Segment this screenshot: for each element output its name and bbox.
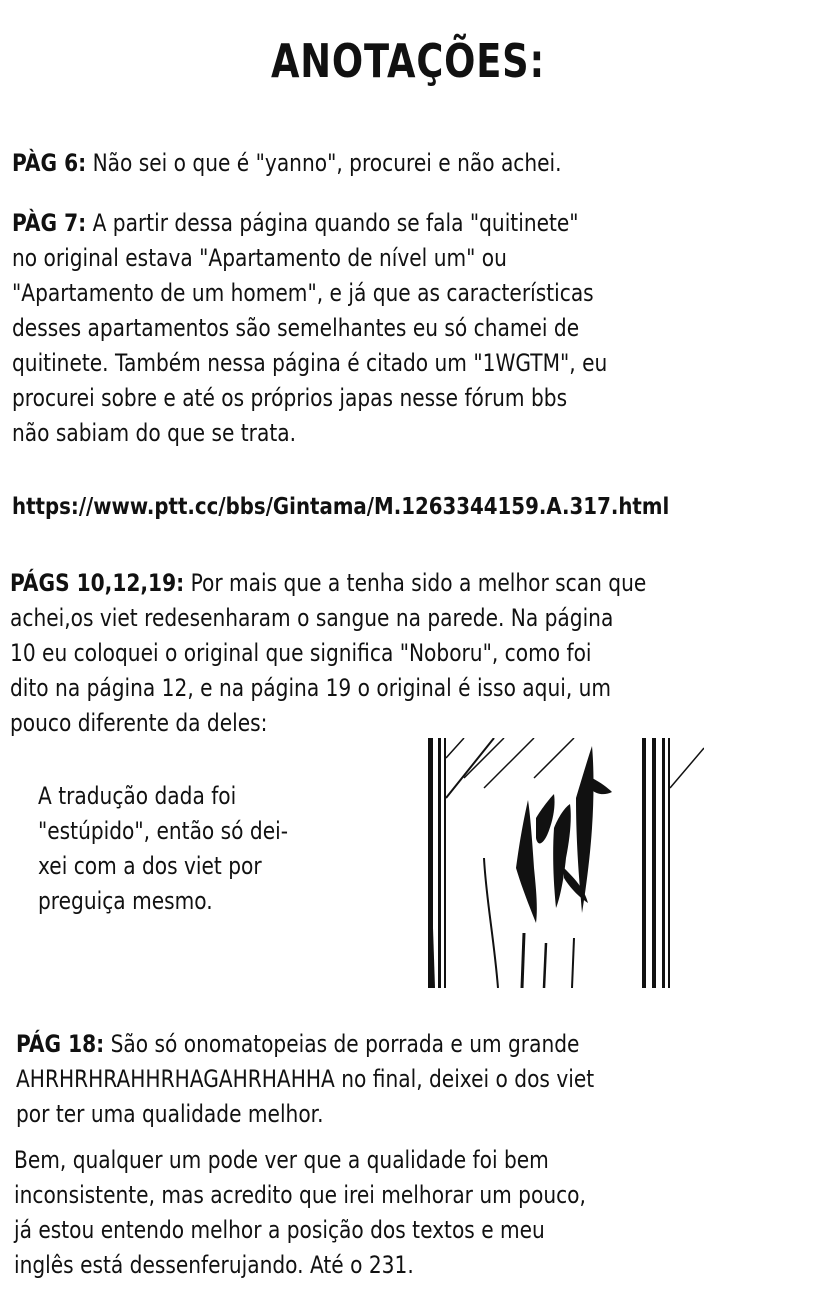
- note-text: AHRHRHRAHHRHAGAHRHAHHA no final, deixei o dos viet: [16, 1065, 595, 1093]
- note-text: por ter uma qualidade melhor.: [16, 1100, 324, 1128]
- note-text: já estou entendo melhor a posição dos textos e meu: [14, 1216, 545, 1244]
- note-text: achei,os viet redesenharam o sangue na parede. Na página: [10, 604, 614, 632]
- note-text: São só onomatopeias de porrada e um grande: [104, 1030, 580, 1058]
- note-text: no original estava "Apartamento de nível um" ou: [12, 244, 507, 272]
- note-text: procurei sobre e até os próprios japas nesse fórum bbs: [12, 384, 568, 412]
- aside-note: [38, 779, 288, 919]
- note-page-18: [16, 1027, 594, 1132]
- note-text: "Apartamento de um homem", e já que as características: [12, 279, 594, 307]
- aside-text: preguiça mesmo.: [38, 887, 213, 915]
- note-text: inconsistente, mas acredito que irei melhorar um pouco,: [14, 1181, 586, 1209]
- note-label: PÁGS 10,12,19:: [10, 569, 185, 597]
- manga-panel-image: [424, 738, 704, 988]
- note-text: inglês está dessenferujando. Até o 231.: [14, 1251, 414, 1279]
- note-text: quitinete. Também nessa página é citado um "1WGTM", eu: [12, 349, 608, 377]
- note-text: Bem, qualquer um pode ver que a qualidade foi bem: [14, 1146, 549, 1174]
- note-text: 10 eu coloquei o original que significa "Noboru", como foi: [10, 639, 592, 667]
- aside-text: xei com a dos viet por: [38, 852, 262, 880]
- closing-note: [14, 1143, 586, 1283]
- page-title: ANOTAÇÕES:: [271, 34, 545, 88]
- note-text: A partir dessa página quando se fala "quitinete": [86, 209, 579, 237]
- note-text: Não sei o que é "yanno", procurei e não achei.: [86, 149, 562, 177]
- note-page-6: [12, 146, 562, 181]
- note-text: não sabiam do que se trata.: [12, 419, 296, 447]
- note-text: Por mais que a tenha sido a melhor scan que: [184, 569, 647, 597]
- note-text: desses apartamentos são semelhantes eu só chamei de: [12, 314, 580, 342]
- aside-text: A tradução dada foi: [38, 782, 237, 810]
- note-text: pouco diferente da deles:: [10, 709, 268, 737]
- aside-text: "estúpido", então só dei-: [38, 817, 288, 845]
- note-page-7: [12, 206, 607, 451]
- note-label: PÀG 7:: [12, 209, 87, 237]
- reference-link[interactable]: https://www.ptt.cc/bbs/Gintama/M.1263344159.A.317.html: [12, 494, 670, 520]
- note-pages-10-12-19: [10, 566, 646, 741]
- note-label: PÀG 6:: [12, 149, 87, 177]
- note-label: PÁG 18:: [16, 1030, 105, 1058]
- note-text: dito na página 12, e na página 19 o original é isso aqui, um: [10, 674, 612, 702]
